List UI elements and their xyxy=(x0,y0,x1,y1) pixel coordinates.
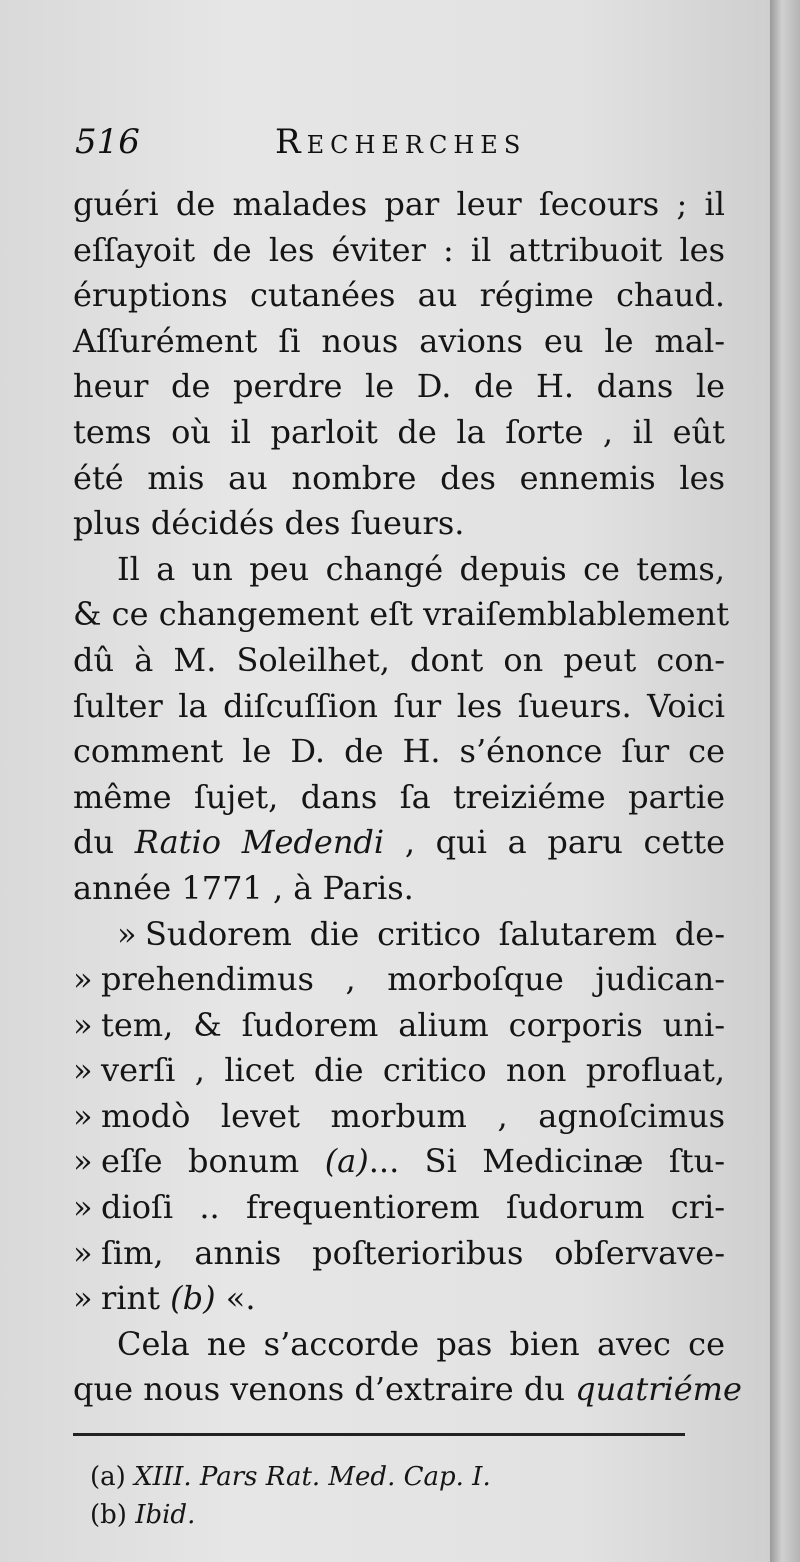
text-line: & ce changement eſt vraiſemblablement xyxy=(73,595,730,634)
quote-text: rint xyxy=(101,1279,160,1318)
quote-line xyxy=(73,1185,725,1231)
footnote-marker: (a) xyxy=(90,1462,126,1492)
quote-line xyxy=(73,1048,725,1094)
quote-mark: » xyxy=(73,1188,93,1227)
text-line: eſſayoit de les éviter : il attribuoit les xyxy=(73,230,725,269)
footnotes xyxy=(90,1458,690,1534)
quote-text: prehendimus , morboſque judican- xyxy=(101,960,725,999)
footnote-text: Ibid. xyxy=(135,1500,196,1530)
text-line: tems où il parloit de la ſorte , il eût xyxy=(73,412,725,451)
text-line: Il a un peu changé depuis ce tems, xyxy=(117,549,725,588)
quote-text: ... Si Medicinæ ſtu- xyxy=(368,1142,726,1181)
quote-mark: » xyxy=(73,1096,93,1135)
quote-mark: » xyxy=(73,960,93,999)
work-title: Ratio Medendi xyxy=(134,823,385,862)
text-fragment: que nous venons d’extraire du xyxy=(73,1370,565,1409)
quote-text: dioſi .. frequentiorem ſudorum cri- xyxy=(101,1188,725,1227)
footnote-text: XIII. Pars Rat. Med. Cap. I. xyxy=(134,1462,491,1492)
quote-line xyxy=(73,1139,725,1185)
text-line xyxy=(73,1367,742,1413)
quote-text: eſſe bonum xyxy=(101,1142,300,1181)
footnote-marker: (b) xyxy=(90,1500,127,1530)
quote-text: verſi , licet die critico non profluat, xyxy=(101,1051,725,1090)
page-number: 516 xyxy=(75,122,140,162)
text-fragment: , qui a paru cette xyxy=(404,823,726,862)
quote-line xyxy=(73,912,725,958)
text-line: année 1771 , à Paris. xyxy=(73,868,414,907)
text-line: heur de perdre le D. de H. dans le xyxy=(73,367,725,406)
quote-mark: » xyxy=(73,1279,93,1318)
quote-line xyxy=(73,957,725,1003)
quote-text: tem, & ſudorem alium corporis uni- xyxy=(101,1005,725,1044)
quote-line xyxy=(73,1231,725,1277)
quote-mark: » xyxy=(73,1142,93,1181)
footnote-ref: (a) xyxy=(324,1142,369,1181)
text-line: Cela ne s’accorde pas bien avec ce xyxy=(117,1324,725,1363)
quote-line xyxy=(73,1003,725,1049)
quote-mark: » xyxy=(73,1051,93,1090)
footnote-rule xyxy=(73,1433,685,1436)
quote-line xyxy=(73,1094,725,1140)
text-line xyxy=(73,820,725,866)
footnote xyxy=(90,1458,690,1496)
quote-mark: » xyxy=(73,1005,93,1044)
text-line: même ſujet, dans ſa treiziéme partie xyxy=(73,777,725,816)
text-line: guéri de malades par leur ſecours ; il xyxy=(73,185,725,223)
quote-line xyxy=(73,1276,725,1322)
text-fragment: du xyxy=(73,823,115,862)
footnote-ref: (b) xyxy=(170,1279,216,1318)
quote-mark: » xyxy=(117,914,137,953)
text-line: Aſſurément ſi nous avions eu le mal- xyxy=(73,321,725,360)
quote-text: Sudorem die critico ſalutarem de- xyxy=(145,914,725,953)
quote-mark: » xyxy=(73,1233,93,1272)
quote-text: ſim, annis poſterioribus obſervave- xyxy=(101,1233,725,1272)
text-line: ſulter la diſcuſſion ſur les ſueurs. Voici xyxy=(73,686,725,725)
text-line: été mis au nombre des ennemis les xyxy=(73,458,725,497)
text-line: comment le D. de H. s’énonce ſur ce xyxy=(73,732,725,771)
italic-word: quatriéme xyxy=(575,1370,742,1409)
text-line: dû à M. Soleilhet, dont on peut con- xyxy=(73,640,725,679)
footnote xyxy=(90,1496,690,1534)
quote-text: «. xyxy=(225,1279,256,1318)
page-header xyxy=(75,122,725,172)
running-head: Recherches xyxy=(275,122,527,162)
text-line: plus décidés des ſueurs. xyxy=(73,504,465,543)
body-text xyxy=(73,182,742,1413)
text-line: éruptions cutanées au régime chaud. xyxy=(73,276,725,315)
page-edge xyxy=(770,0,800,1562)
quote-text: modò levet morbum , agnoſcimus xyxy=(101,1096,725,1135)
